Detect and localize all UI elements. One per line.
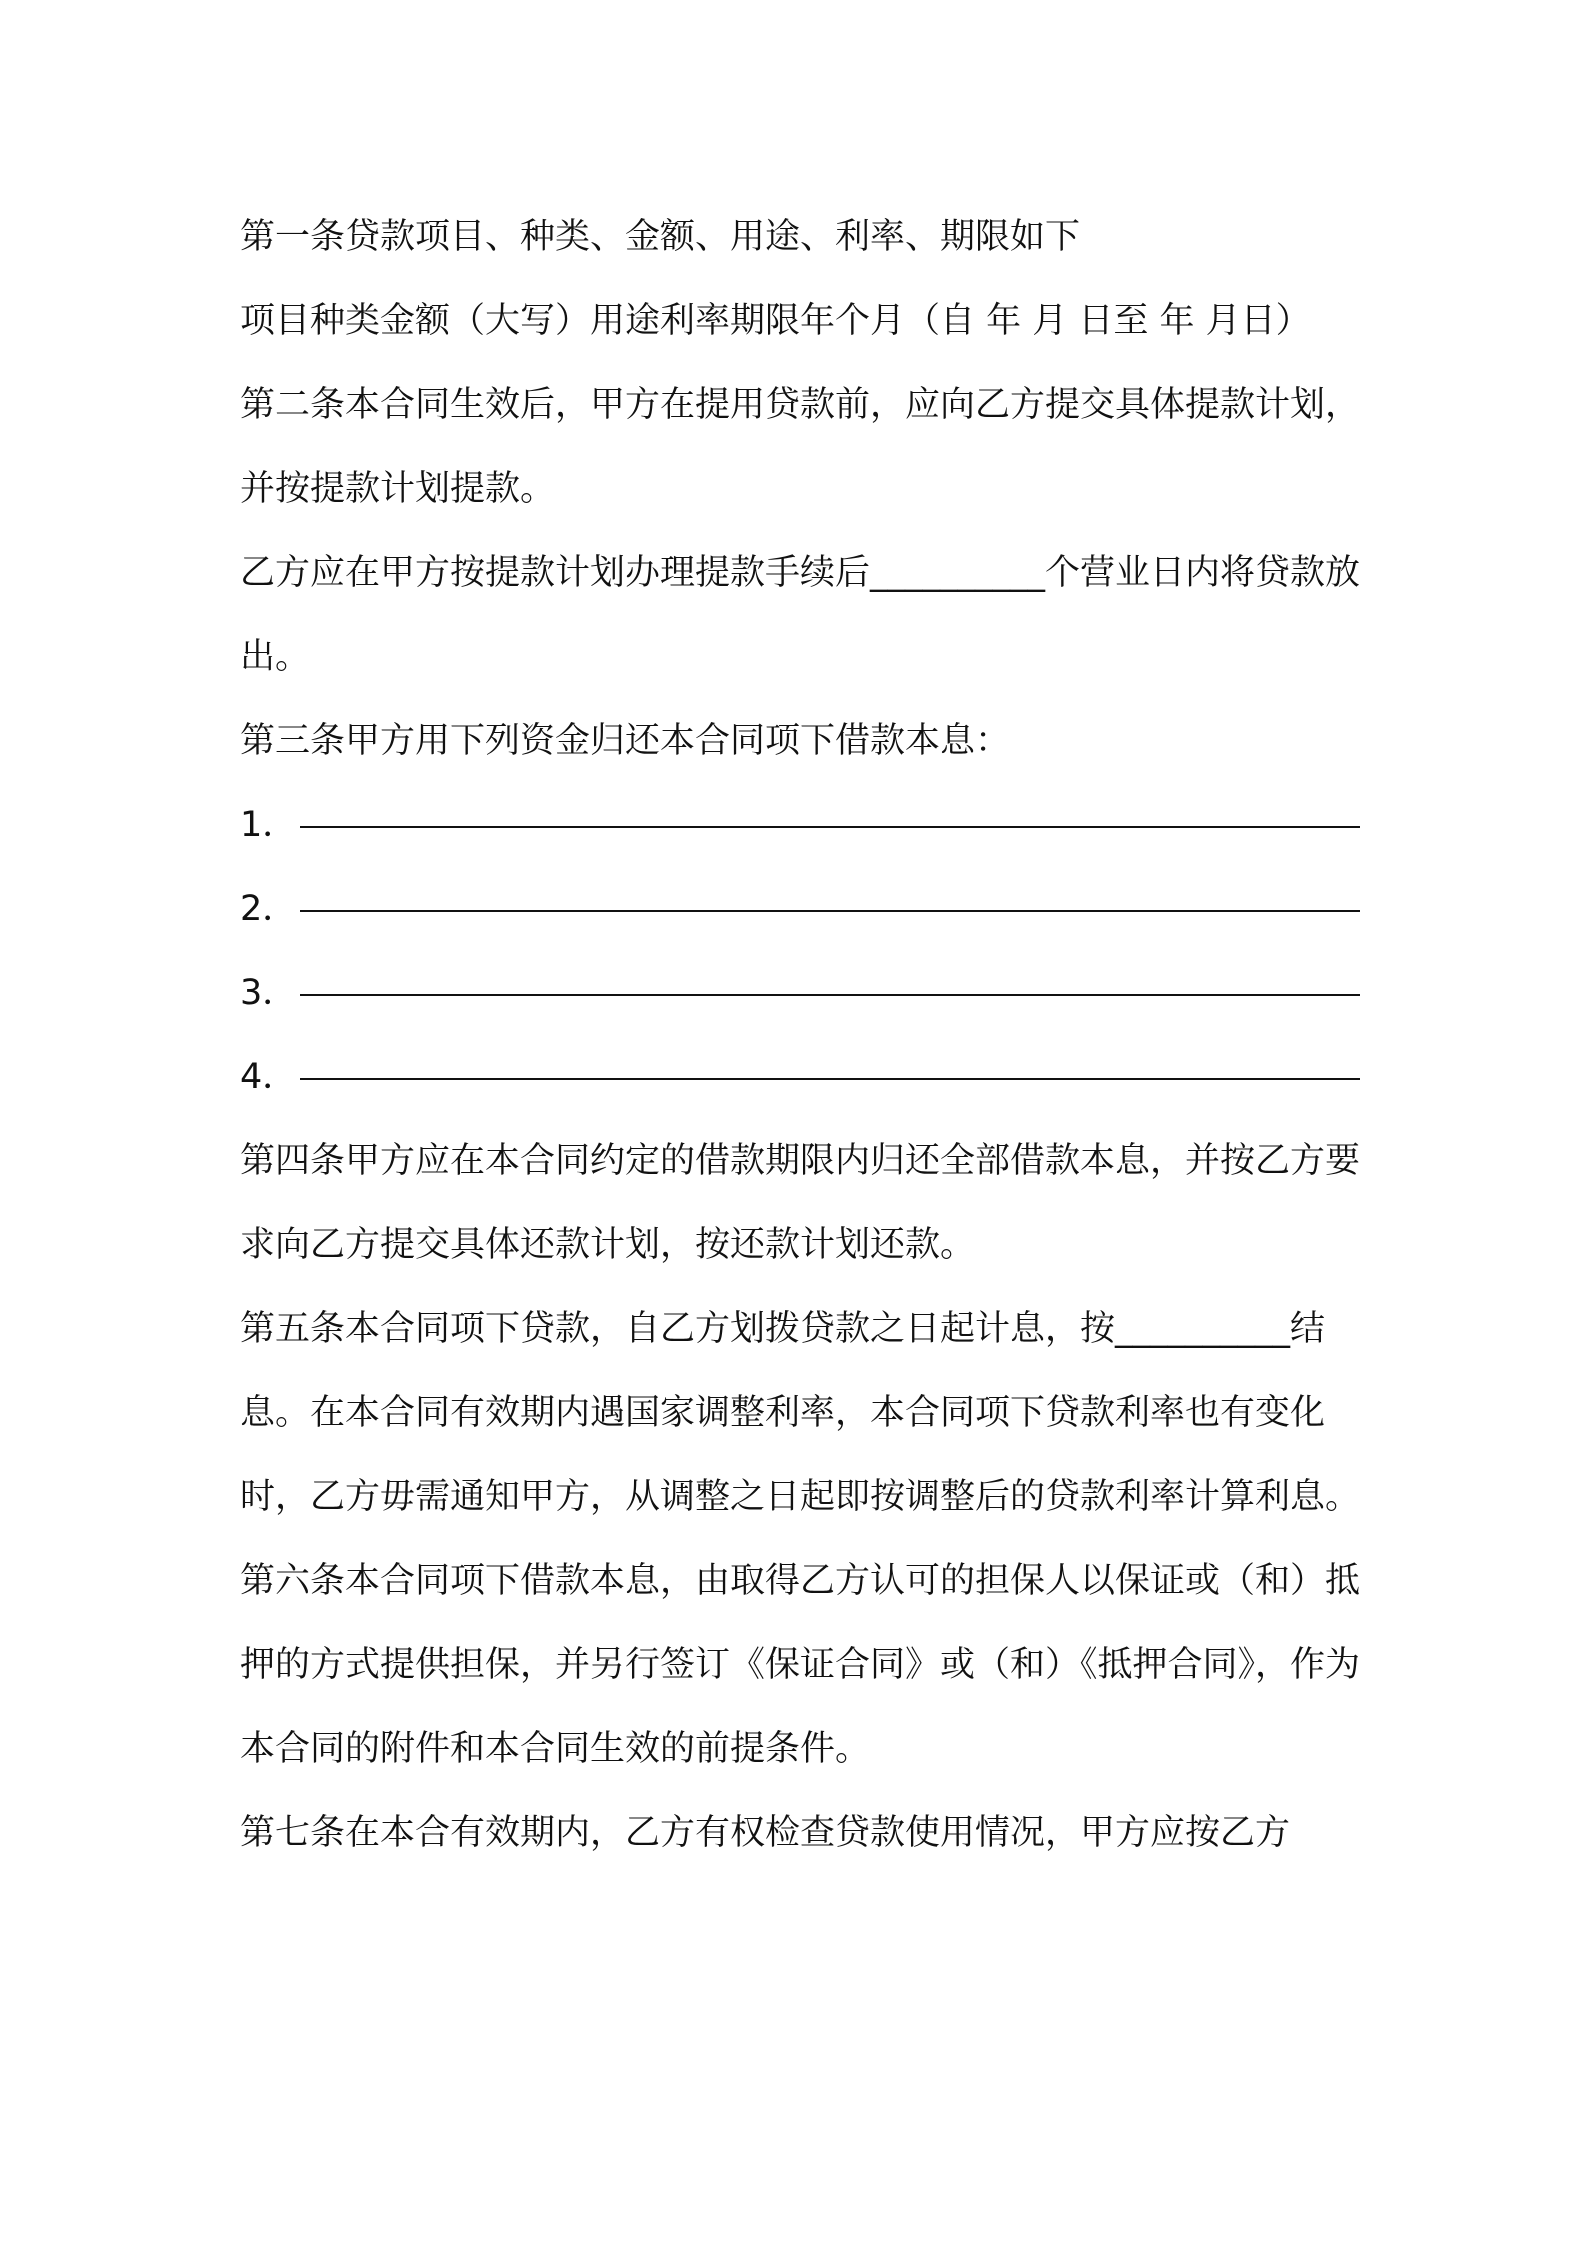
article-3: 第三条甲方用下列资金归还本合同项下借款本息： (240, 721, 1011, 761)
fund-item-number: 3． (240, 973, 298, 1013)
article-5: 第五条本合同项下贷款，自乙方划拨贷款之日起计息，按__________结息。在本合同有效期内遇国家调整利率，本合同项下贷款利率也有变化时，乙方毋需通知甲方，从调整之日起即按调整后的贷款利率计算利息。 (240, 1309, 1361, 1517)
article-4: 第四条甲方应在本合同约定的借款期限内归还全部借款本息，并按乙方要求向乙方提交具体还款计划，按还款计划还款。 (240, 1141, 1361, 1265)
fund-item-number: 4． (240, 1057, 298, 1097)
fill-in-blank-line (300, 908, 1360, 912)
article-2: 第二条本合同生效后，甲方在提用贷款前，应向乙方提交具体提款计划，并按提款计划提款。 (240, 385, 1361, 509)
article-2-sub: 乙方应在甲方按提款计划办理提款手续后__________个营业日内将贷款放出。 (240, 553, 1361, 677)
fill-in-blank-line (300, 992, 1360, 996)
fund-item-3 (240, 951, 1360, 1035)
fund-item-2 (240, 867, 1360, 951)
article-1-table-line: 项目种类金额（大写）用途利率期限年个月（自 年 月 日至 年 月日） (240, 301, 1311, 341)
fund-item-4 (240, 1035, 1360, 1119)
fill-in-blank-line (300, 824, 1360, 828)
article-7: 第七条在本合有效期内，乙方有权检查贷款使用情况，甲方应按乙方 (240, 1813, 1291, 1853)
fund-item-number: 1． (240, 805, 298, 845)
document-body (240, 195, 1360, 1875)
article-6: 第六条本合同项下借款本息，由取得乙方认可的担保人以保证或（和）抵押的方式提供担保，并另行签订《保证合同》或（和）《抵押合同》，作为本合同的附件和本合同生效的前提条件。 (240, 1561, 1361, 1769)
article-1: 第一条贷款项目、种类、金额、用途、利率、期限如下 (240, 217, 1081, 257)
fill-in-blank-line (300, 1076, 1360, 1080)
fund-item-number: 2． (240, 889, 298, 929)
fund-item-1 (240, 783, 1360, 867)
